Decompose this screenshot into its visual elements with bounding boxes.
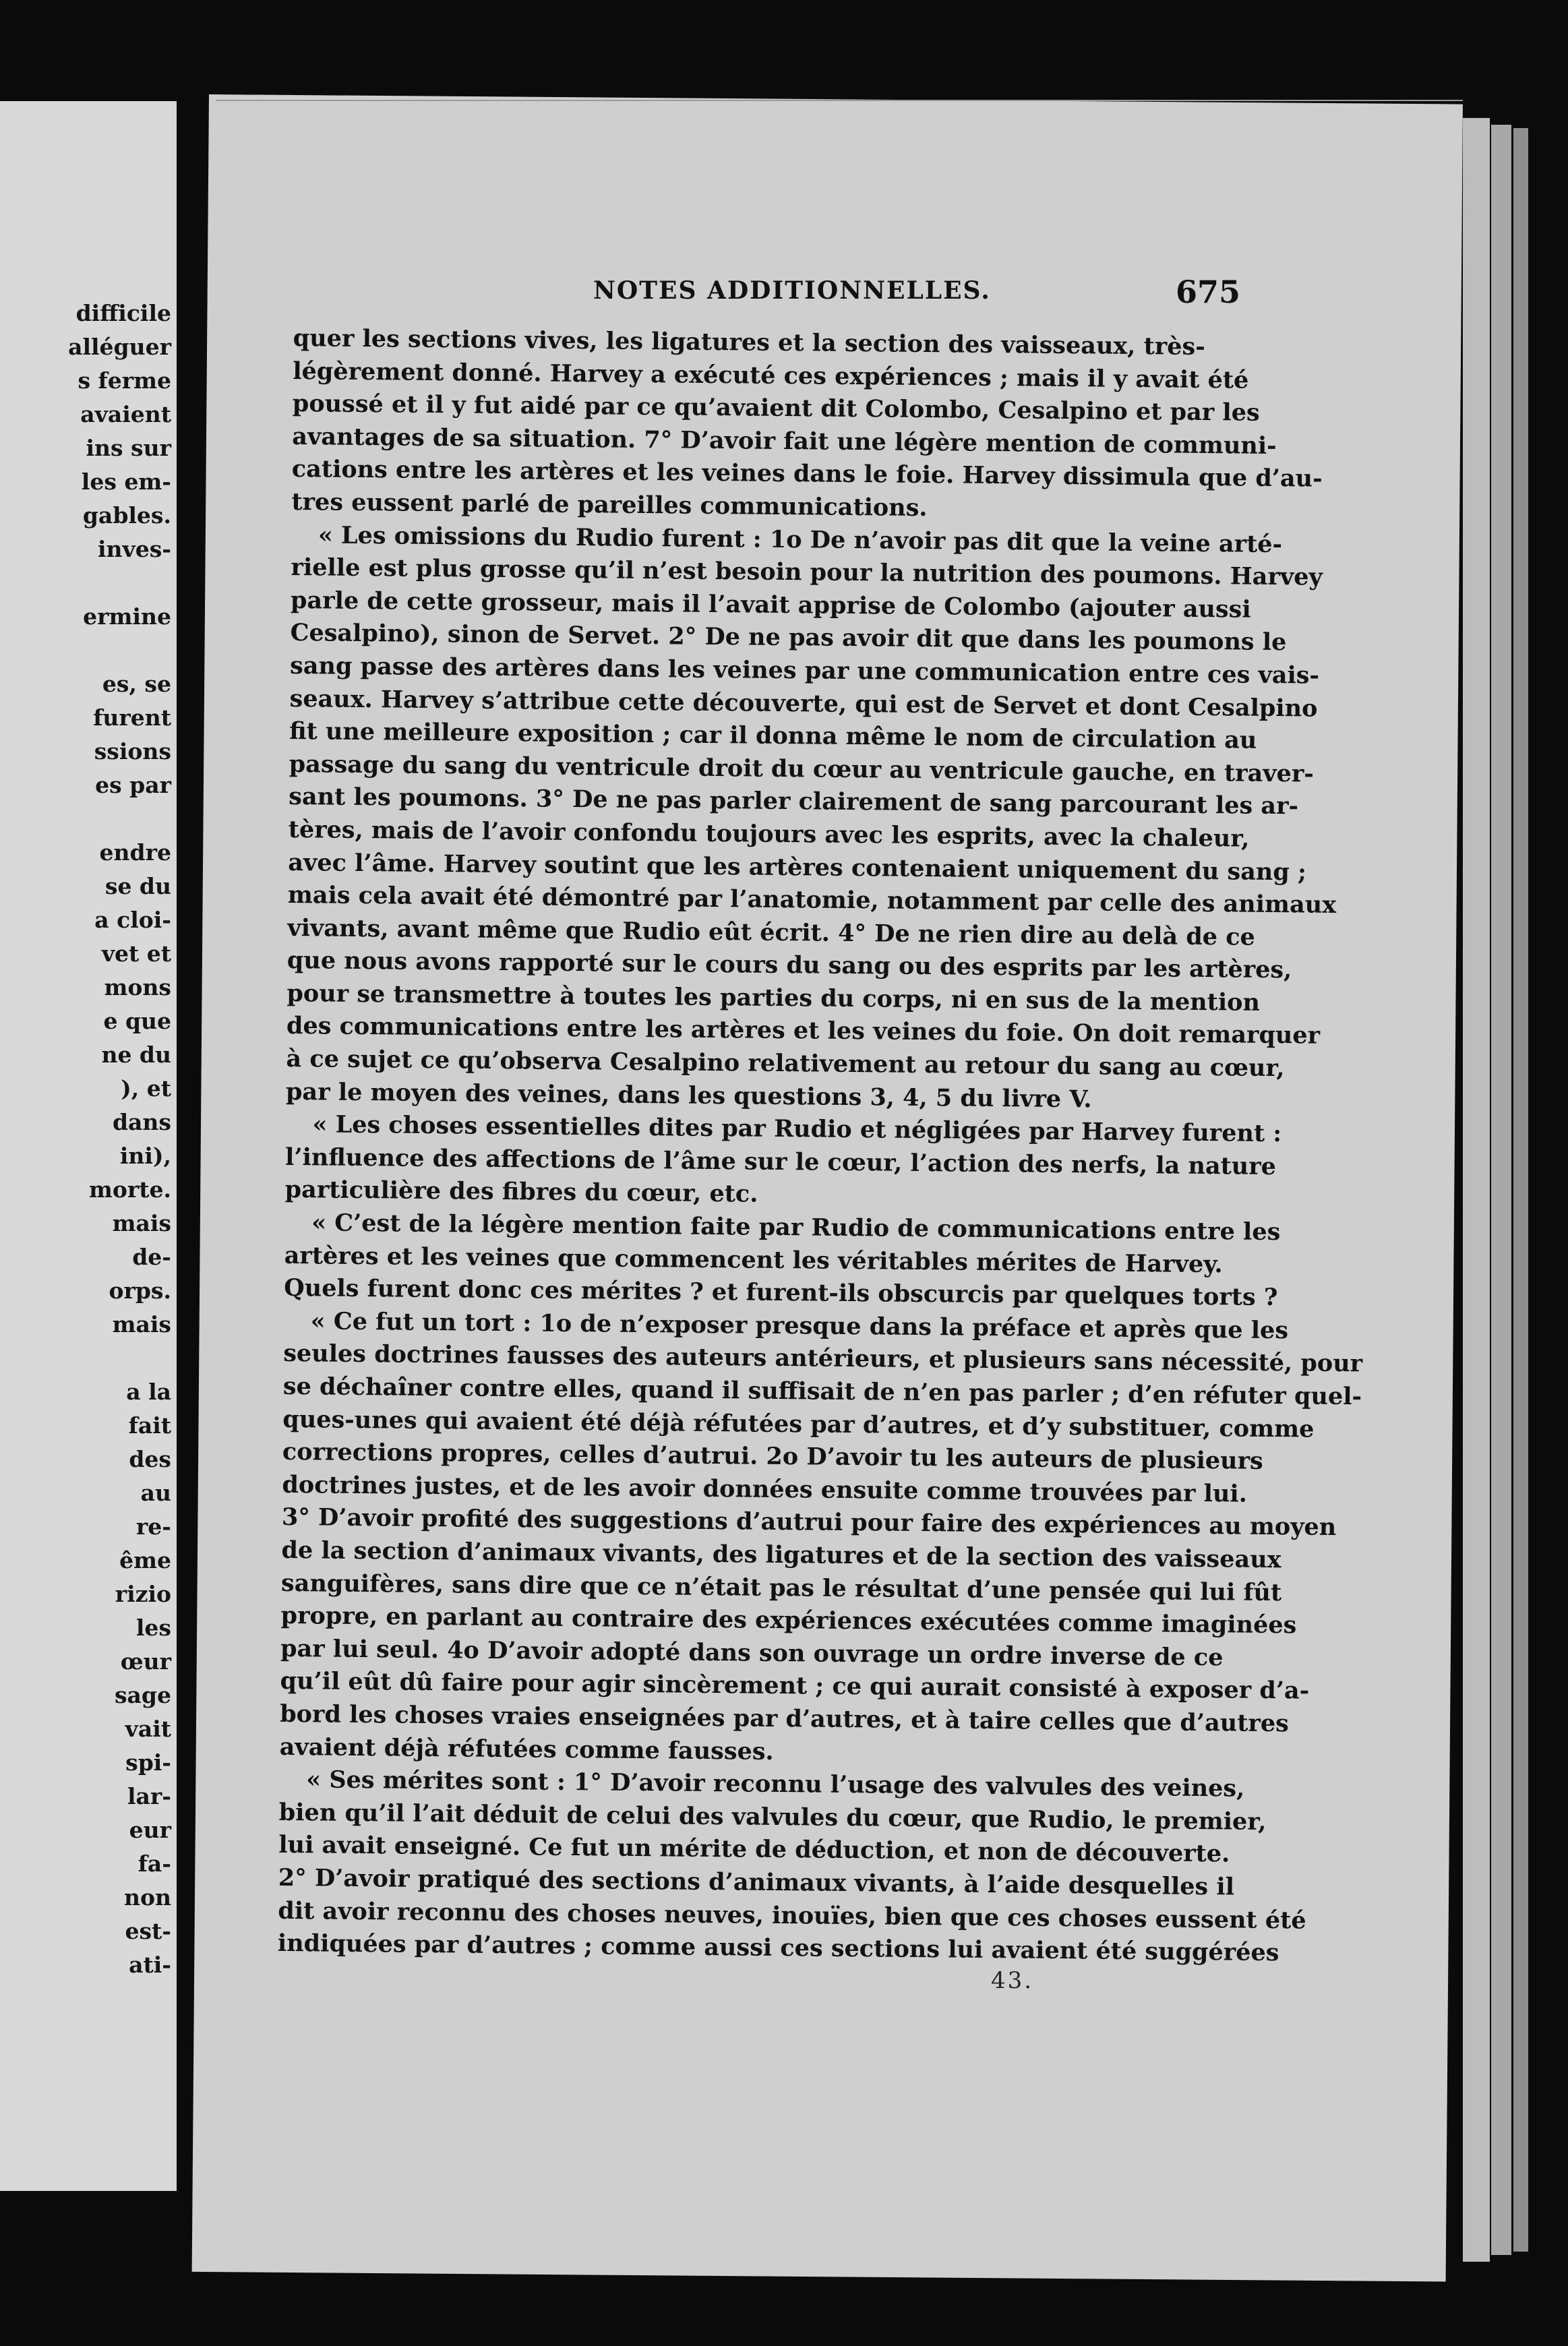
- text-line: vivants, avant même que Rudio eût écrit. 4° De ne rien dire au delà de ce: [287, 913, 1256, 951]
- text-line: dit avoir reconnu des choses neuves, inouïes, bien que ces choses eussent été: [278, 1896, 1306, 1935]
- text-line: particulière des fibres du cœur, etc.: [284, 1176, 758, 1209]
- margin-fragment: gables.: [82, 502, 171, 529]
- margin-fragment: dans: [112, 1109, 171, 1135]
- text-line: lui avait enseigné. Ce fut un mérite de déduction, et non de découverte.: [278, 1831, 1230, 1868]
- margin-fragment: ), et: [121, 1075, 171, 1102]
- margin-fragment: les: [135, 1615, 171, 1641]
- margin-fragment: furent: [93, 704, 171, 731]
- page-edge: [1491, 125, 1511, 2255]
- page-number: 675: [1175, 274, 1240, 310]
- margin-fragment: [0, 802, 171, 836]
- text-line: corrections propres, celles d’autrui. 2o D’avoir tu les auteurs de plusieurs: [282, 1438, 1263, 1476]
- margin-fragment: ssions: [94, 738, 171, 764]
- margin-fragment: non: [124, 1884, 171, 1911]
- margin-fragment: inves-: [98, 536, 171, 562]
- margin-fragment: alléguer: [68, 334, 171, 360]
- text-line: sang passe des artères dans les veines par une communication entre ces vais-: [289, 651, 1320, 690]
- text-line: passage du sang du ventricule droit du cœur au ventricule gauche, en traver-: [289, 750, 1315, 788]
- margin-fragment: s ferme: [78, 367, 171, 394]
- text-line: Cesalpino), sinon de Servet. 2° De ne pas avoir dit que dans les poumons le: [290, 619, 1287, 657]
- text-line: « Les omissions du Rudio furent : 1o De n’avoir pas dit que la veine arté-: [318, 520, 1283, 558]
- text-line: avaient déjà réfutées comme fausses.: [279, 1733, 774, 1766]
- text-line: par le moyen des veines, dans les questions 3, 4, 5 du livre V.: [285, 1077, 1092, 1114]
- text-line: bien qu’il l’ait déduit de celui des valvules du cœur, que Rudio, le premier,: [278, 1798, 1267, 1836]
- margin-fragment: mons: [104, 974, 171, 1000]
- text-line: des communications entre les artères et les veines du foie. On doit remarquer: [286, 1012, 1321, 1050]
- running-head: NOTES ADDITIONNELLES.: [593, 276, 991, 305]
- signature-mark: 43.: [991, 1967, 1034, 1994]
- text-line: tères, mais de l’avoir confondu toujours avec les esprits, avec la chaleur,: [288, 815, 1250, 853]
- margin-fragment: orps.: [109, 1277, 171, 1304]
- margin-fragment: [0, 634, 171, 667]
- margin-fragment: vet et: [101, 940, 171, 967]
- text-line: quer les sections vives, les ligatures et la section des vaisseaux, très-: [293, 324, 1205, 361]
- text-line: cations entre les artères et les veines dans le foie. Harvey dissimula que d’au-: [291, 455, 1323, 493]
- text-line: ques-unes qui avaient été déjà réfutées par d’autres, et d’y substituer, comme: [282, 1405, 1315, 1443]
- body-text: [277, 322, 1363, 1968]
- margin-fragment: ins sur: [86, 435, 171, 461]
- margin-fragment: mais: [112, 1311, 171, 1337]
- text-line: avantages de sa situation. 7° D’avoir fait une légère mention de communi-: [292, 422, 1277, 460]
- text-line: légèrement donné. Harvey a exécuté ces expériences ; mais il y avait été: [293, 357, 1249, 394]
- page-edge: [1463, 118, 1490, 2262]
- margin-fragment: [0, 1342, 171, 1375]
- margin-fragment: morte.: [88, 1176, 171, 1203]
- margin-fragment: ême: [119, 1547, 171, 1573]
- text-line: « Ses mérites sont : 1° D’avoir reconnu l’usage des valvules des veines,: [306, 1766, 1245, 1803]
- margin-fragment: ini),: [119, 1143, 171, 1169]
- text-line: fit une meilleure exposition ; car il donna même le nom de circulation au: [289, 717, 1257, 754]
- text-line: l’influence des affections de l’âme sur le cœur, l’action des nerfs, la nature: [284, 1143, 1277, 1180]
- text-line: poussé et il y fut aidé par ce qu’avaient dit Colombo, Cesalpino et par les: [292, 390, 1260, 427]
- margin-fragment: es, se: [102, 671, 171, 697]
- text-line: mais cela avait été démontré par l’anatomie, notamment par celle des animaux: [287, 881, 1337, 919]
- text-line: seules doctrines fausses des auteurs antérieurs, et plusieurs sans nécessité, pour: [283, 1340, 1363, 1378]
- margin-fragment: e que: [103, 1008, 171, 1034]
- margin-fragment: es par: [95, 772, 171, 798]
- left-facing-page: [0, 101, 177, 2191]
- text-line: avec l’âme. Harvey soutint que les artères contenaient uniquement du sang ;: [288, 848, 1307, 886]
- margin-fragment: des: [129, 1446, 171, 1472]
- margin-fragment: fait: [128, 1412, 171, 1439]
- left-page-cut-text: [0, 297, 171, 1982]
- text-line: se déchaîner contre elles, quand il suffisait de n’en pas parler ; d’en réfuter quel-: [282, 1372, 1362, 1411]
- margin-fragment: a cloi-: [94, 907, 171, 933]
- text-line: tres eussent parlé de pareilles communications.: [291, 487, 928, 522]
- margin-fragment: de-: [132, 1244, 171, 1270]
- text-line: sant les poumons. 3° De ne pas parler clairement de sang parcourant les ar-: [289, 783, 1299, 820]
- text-line: doctrines justes, et de les avoir données ensuite comme trouvées par lui.: [282, 1470, 1248, 1508]
- margin-fragment: ati-: [129, 1952, 171, 1978]
- text-line: de la section d’animaux vivants, des ligatures et de la section des vaisseaux: [281, 1536, 1281, 1574]
- margin-fragment: a la: [126, 1379, 171, 1405]
- text-line: que nous avons rapporté sur le cours du sang ou des esprits par les artères,: [287, 946, 1292, 984]
- margin-fragment: mais: [112, 1210, 171, 1236]
- text-line: par lui seul. 4o D’avoir adopté dans son ouvrage un ordre inverse de ce: [280, 1634, 1224, 1672]
- margin-fragment: ermine: [83, 603, 171, 630]
- text-line: « Ce fut un tort : 1o de n’exposer presque dans la préface et après que les: [310, 1307, 1289, 1345]
- margin-fragment: vait: [125, 1716, 171, 1742]
- text-line: à ce sujet ce qu’observa Cesalpino relativement au retour du sang au cœur,: [286, 1045, 1285, 1083]
- text-line: artères et les veines que commencent les véritables mérites de Harvey.: [284, 1241, 1223, 1278]
- margin-fragment: eur: [129, 1817, 171, 1843]
- text-line: 3° D’avoir profité des suggestions d’autrui pour faire des expériences au moyen: [281, 1503, 1337, 1542]
- text-line: seaux. Harvey s’attribue cette découverte, qui est de Servet et dont Cesalpino: [289, 684, 1318, 723]
- margin-fragment: sage: [114, 1682, 171, 1708]
- text-line: parle de cette grosseur, mais il l’avait apprise de Colombo (ajouter aussi: [290, 586, 1251, 624]
- text-line: bord les choses vraies enseignées par d’autres, et à taire celles que d’autres: [279, 1700, 1289, 1738]
- page-header: [593, 276, 1240, 317]
- margin-fragment: œur: [120, 1648, 171, 1675]
- text-line: propre, en parlant au contraire des expériences exécutées comme imaginées: [280, 1602, 1297, 1640]
- text-line: Quels furent donc ces mérites ? et furent-ils obscurcis par quelques torts ?: [284, 1274, 1278, 1312]
- margin-fragment: fa-: [138, 1851, 171, 1877]
- page-edge: [1513, 128, 1528, 2252]
- margin-fragment: lar-: [127, 1783, 171, 1809]
- margin-fragment: spi-: [125, 1749, 171, 1776]
- text-line: « C’est de la légère mention faite par Rudio de communications entre les: [311, 1209, 1281, 1246]
- text-line: « Les choses essentielles dites par Rudio et négligées par Harvey furent :: [312, 1110, 1282, 1148]
- text-line: pour se transmettre à toutes les parties du corps, ni en sus de la mention: [287, 979, 1261, 1017]
- text-line: rielle est plus grosse qu’il n’est besoin pour la nutrition des poumons. Harvey: [291, 553, 1323, 591]
- margin-fragment: endre: [99, 839, 171, 866]
- margin-fragment: rizio: [115, 1581, 171, 1607]
- margin-fragment: difficile: [76, 300, 171, 326]
- margin-fragment: re-: [135, 1513, 171, 1540]
- margin-fragment: les em-: [81, 469, 171, 495]
- margin-fragment: ne du: [101, 1042, 171, 1068]
- margin-fragment: au: [140, 1480, 171, 1506]
- text-line: qu’il eût dû faire pour agir sincèrement ; ce qui aurait consisté à exposer d’a-: [280, 1667, 1310, 1705]
- margin-fragment: avaient: [80, 401, 171, 427]
- text-line: indiquées par d’autres ; comme aussi ces sections lui avaient été suggérées: [277, 1929, 1279, 1967]
- margin-fragment: se du: [104, 873, 171, 899]
- text-line: sanguifères, sans dire que ce n’était pas le résultat d’une pensée qui lui fût: [280, 1569, 1282, 1606]
- margin-fragment: [0, 566, 171, 600]
- text-line: 2° D’avoir pratiqué des sections d’animaux vivants, à l’aide desquelles il: [278, 1863, 1235, 1901]
- margin-fragment: est-: [125, 1918, 171, 1944]
